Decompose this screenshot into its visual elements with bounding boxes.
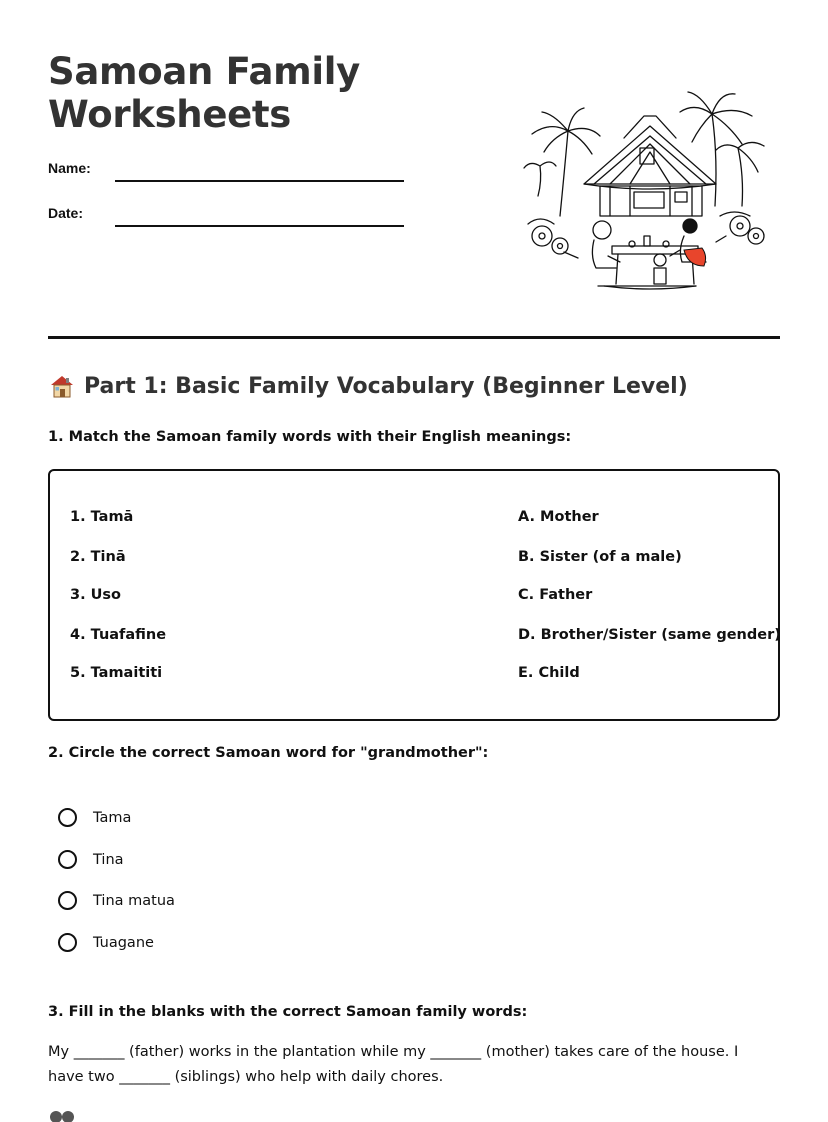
- matching-box: [48, 469, 780, 721]
- match-left-item: 1. Tamā: [70, 509, 134, 525]
- match-right-item: E. Child: [518, 665, 580, 681]
- radio-circle-icon[interactable]: [58, 808, 77, 827]
- title-line-1: Samoan Family: [48, 50, 360, 93]
- option-tama[interactable]: [58, 808, 131, 827]
- part1-title-text: Part 1: Basic Family Vocabulary (Beginner Level): [84, 373, 688, 399]
- option-label: Tama: [93, 809, 132, 826]
- family-icon: [48, 1108, 76, 1122]
- option-label: Tuagane: [93, 934, 154, 951]
- option-label: Tina: [93, 851, 124, 868]
- option-tuagane[interactable]: [58, 933, 154, 952]
- match-left-item: 4. Tuafafine: [70, 627, 167, 643]
- option-tina-matua[interactable]: [58, 891, 175, 910]
- match-left-item: 2. Tinā: [70, 549, 126, 565]
- option-label: Tina matua: [93, 892, 175, 909]
- match-right-item: C. Father: [518, 587, 593, 603]
- question-1-prompt: 1. Match the Samoan family words with their English meanings:: [48, 429, 572, 445]
- match-right-item: A. Mother: [518, 509, 599, 525]
- radio-circle-icon[interactable]: [58, 850, 77, 869]
- match-right-item: B. Sister (of a male): [518, 549, 682, 565]
- fill-in-blank-text: My _______ (father) works in the plantation while my _______ (mother) takes care of the house. I have two _______ (siblings) who help with daily chores.: [48, 1044, 739, 1085]
- part1-title: [48, 372, 688, 400]
- match-left-item: 3. Uso: [70, 587, 122, 603]
- header-divider: [48, 336, 780, 339]
- question-3-prompt: 3. Fill in the blanks with the correct Samoan family words:: [48, 1004, 528, 1020]
- match-right-item: D. Brother/Sister (same gender): [518, 627, 781, 643]
- samoan-fale-family-illustration: [520, 86, 770, 296]
- house-icon: [48, 372, 76, 400]
- radio-circle-icon[interactable]: [58, 933, 77, 952]
- name-label: Name:: [48, 160, 91, 176]
- radio-circle-icon[interactable]: [58, 891, 77, 910]
- page-title: [48, 50, 360, 136]
- date-field[interactable]: [115, 225, 404, 227]
- title-line-2: Worksheets: [48, 93, 292, 136]
- option-tina[interactable]: [58, 850, 124, 869]
- question-2-prompt: 2. Circle the correct Samoan word for "grandmother":: [48, 745, 489, 761]
- date-label: Date:: [48, 205, 84, 221]
- name-field[interactable]: [115, 180, 404, 182]
- match-left-item: 5. Tamaititi: [70, 665, 163, 681]
